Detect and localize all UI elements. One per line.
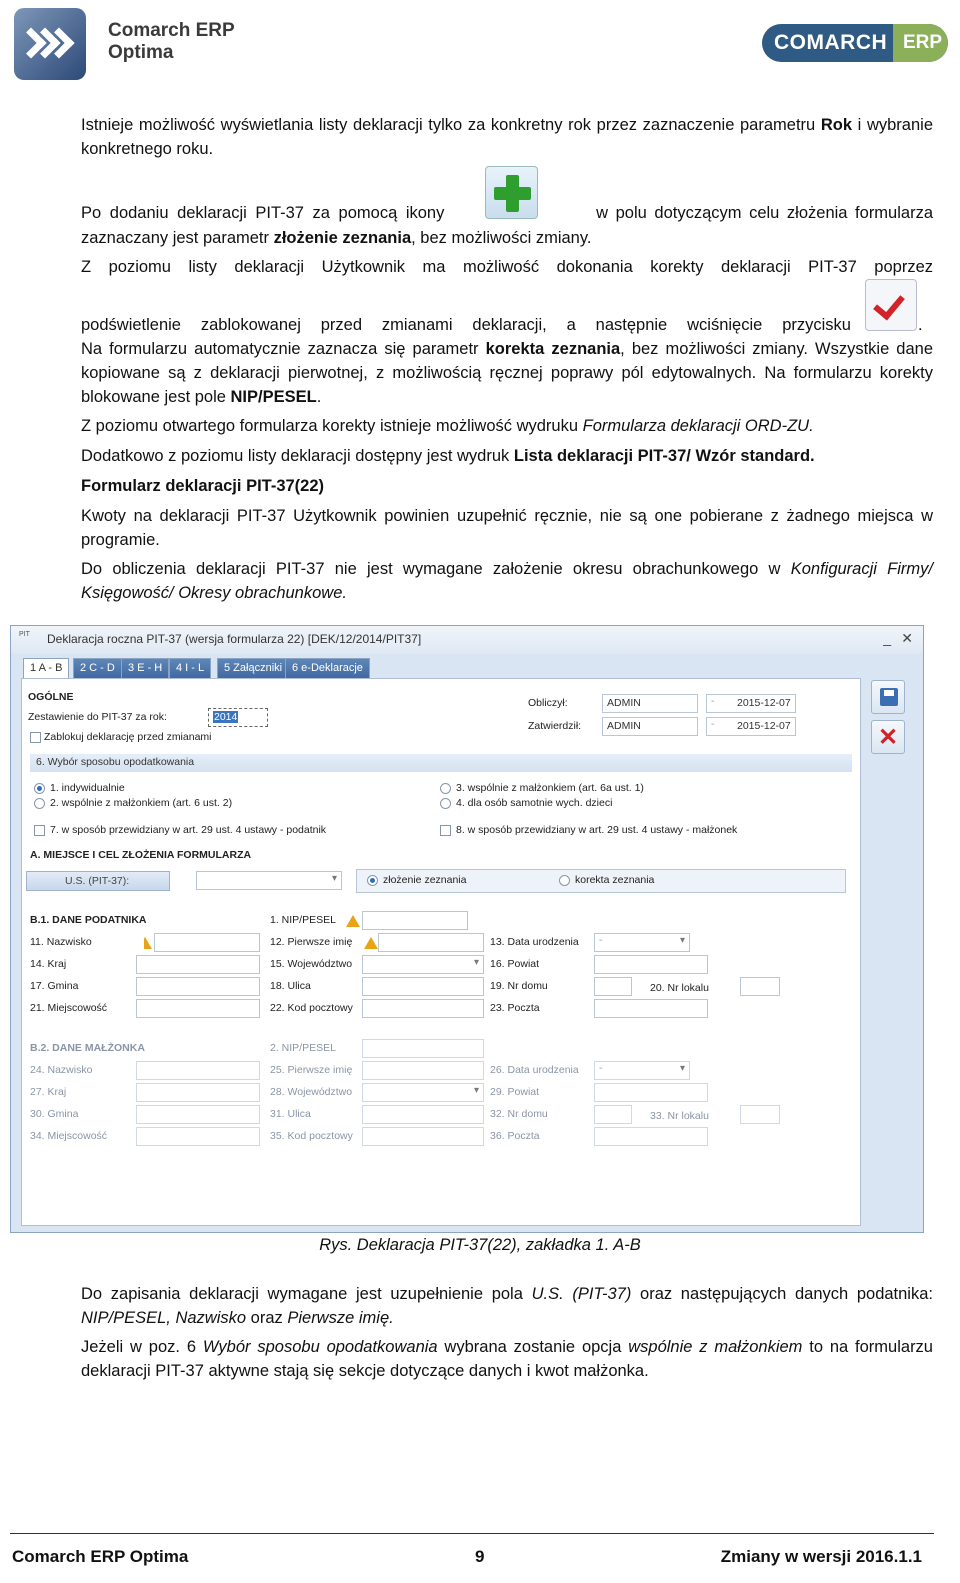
podatnik-title: B.1. DANE PODATNIKA [30, 914, 147, 926]
paragraph-manual-amounts: Kwoty na deklaracji PIT-37 Użytkownik powinien uzupełnić ręcznie, nie są one pobierane z żadnego miejsca w programie. [81, 507, 933, 549]
data-urodzenia-label: 13. Data urodzenia [490, 936, 579, 948]
paragraph-joint-taxation: Jeżeli w poz. 6 Wybór sposobu opodatkowania wybrana zostanie opcja wspólnie z małżonkiem to na formularzu deklaracji PIT-37 aktywne stają się sekcje dotyczące danych i kwot małżonka. [81, 1338, 933, 1380]
warning-icon [364, 937, 378, 949]
figure-caption: Rys. Deklaracja PIT-37(22), zakładka 1. A-B [319, 1236, 641, 1254]
opt2-radio[interactable] [34, 798, 45, 809]
m-data-urodzenia-field[interactable] [594, 1061, 690, 1080]
tab-panel-1-a-b [21, 678, 861, 1226]
malzonek-title: B.2. DANE MAŁŻONKA [30, 1042, 145, 1054]
opt8-label: 8. w sposób przewidziany w art. 29 ust. 4 ustawy - małżonek [456, 824, 738, 836]
nip-pesel-field[interactable] [362, 911, 468, 930]
gmina-label: 17. Gmina [30, 980, 79, 992]
ogolne-title: OGÓLNE [28, 691, 74, 703]
pit37-window [10, 625, 924, 1233]
m-ulica-label: 31. Ulica [270, 1108, 311, 1120]
m-powiat-label: 29. Powiat [490, 1086, 540, 1098]
miejscowosc-label: 21. Miejscowość [30, 1002, 108, 1014]
poczta-field[interactable] [594, 999, 708, 1018]
pierwsze-imie-field[interactable] [378, 933, 484, 952]
m-pierwsze-imie-field[interactable] [362, 1061, 484, 1080]
paragraph-correction-line2: podświetlenie zablokowanej przed zmianami deklaracji, a następnie wciśnięcie przycisku [81, 316, 851, 334]
m-kod-pocztowy-field[interactable] [362, 1127, 484, 1146]
nazwisko-field[interactable] [154, 933, 260, 952]
kraj-label: 14. Kraj [30, 958, 67, 970]
m-kraj-field[interactable] [136, 1083, 260, 1102]
m-gmina-label: 30. Gmina [30, 1108, 79, 1120]
opt4-radio[interactable] [440, 798, 451, 809]
nr-lokalu-label: 20. Nr lokalu [650, 982, 709, 994]
footer-page-number: 9 [475, 1547, 485, 1566]
m-kod-pocztowy-label: 35. Kod pocztowy [270, 1130, 353, 1142]
korekta-label: korekta zeznania [575, 874, 655, 886]
footer-version: Zmiany w wersji 2016.1.1 [720, 1547, 922, 1566]
paragraph-ord-zu: Z poziomu otwartego formularza korekty istnieje możliwość wydruku Formularza deklaracji ORD-ZU. [81, 417, 814, 435]
opt3-radio[interactable] [440, 783, 451, 794]
m-nip-pesel-label: 2. NIP/PESEL [270, 1042, 336, 1054]
add-plus-icon [485, 166, 538, 219]
powiat-label: 16. Powiat [490, 958, 540, 970]
m-ulica-field[interactable] [362, 1105, 484, 1124]
miejscowosc-field[interactable] [136, 999, 260, 1018]
tab-1-a-b[interactable]: 1 A - B [23, 658, 69, 678]
wojewodztwo-select[interactable] [362, 955, 484, 974]
m-gmina-field[interactable] [136, 1105, 260, 1124]
close-icon: ✕ [878, 724, 899, 751]
save-icon [880, 688, 898, 706]
us-pit37-select[interactable] [196, 871, 342, 890]
m-miejscowosc-field[interactable] [136, 1127, 260, 1146]
brand-title: Comarch ERP Optima [108, 20, 235, 63]
pierwsze-imie-label: 12. Pierwsze imię [270, 936, 353, 948]
m-nr-lokalu-label: 33. Nr lokalu [650, 1110, 709, 1122]
opt1-label: 1. indywidualnie [50, 782, 125, 794]
opt4-label: 4. dla osób samotnie wych. dzieci [456, 797, 613, 809]
window-title-bar [11, 626, 923, 654]
zlozenie-label: złożenie zeznania [383, 874, 467, 886]
paragraph-required-fields: Do zapisania deklaracji wymagane jest uzupełnienie pola U.S. (PIT-37) oraz następujących danych podatnika: NIP/PESEL, Nazwisko oraz Pierwsze imię. [81, 1285, 933, 1327]
nr-domu-field[interactable] [594, 977, 632, 996]
paragraph-correction-cont: Na formularzu automatycznie zaznacza się parametr korekta zeznania, bez możliwości zmiany. Wszystkie dane kopiowane są z deklaracji pierwotnej, z możliwością ręcznej poprawy pól edytowalnych. Na formularzu korekty blokowane jest pole NIP/PESEL. [81, 340, 934, 406]
poczta-label: 23. Poczta [490, 1002, 540, 1014]
opt2-label: 2. wspólnie z małżonkiem (art. 6 ust. 2) [50, 797, 233, 809]
zablokuj-checkbox[interactable] [30, 732, 41, 743]
opt7-checkbox[interactable] [34, 825, 45, 836]
miejsce-title: A. MIEJSCE I CEL ZŁOŻENIA FORMULARZA [30, 849, 252, 861]
m-nr-domu-label: 32. Nr domu [490, 1108, 548, 1120]
zlozenie-radio[interactable] [367, 875, 378, 886]
nip-pesel-label: 1. NIP/PESEL [270, 914, 336, 926]
ulica-label: 18. Ulica [270, 980, 311, 992]
m-nr-domu-field[interactable] [594, 1105, 632, 1124]
kod-pocztowy-label: 22. Kod pocztowy [270, 1002, 353, 1014]
cel-zlozenia-group [356, 869, 846, 893]
warning-icon [346, 915, 360, 927]
period: . [918, 316, 923, 334]
zatwierdzil-user-field[interactable]: ADMIN [602, 717, 698, 736]
obliczyl-date-field[interactable]: - 2015-12-07 [706, 694, 796, 713]
m-nazwisko-field[interactable] [136, 1061, 260, 1080]
m-poczta-label: 36. Poczta [490, 1130, 540, 1142]
wojewodztwo-label: 15. Województwo [270, 958, 353, 970]
obliczyl-user-field[interactable]: ADMIN [602, 694, 698, 713]
opt7-label: 7. w sposób przewidziany w art. 29 ust. 4 ustawy - podatnik [50, 824, 327, 836]
app-icon: PIT [19, 631, 30, 638]
close-window-button[interactable]: ✕ [901, 630, 913, 646]
m-wojewodztwo-label: 28. Województwo [270, 1086, 353, 1098]
save-button[interactable] [871, 680, 905, 714]
data-urodzenia-field[interactable] [594, 933, 690, 952]
comarch-logo: COMARCH ERP [762, 24, 948, 62]
powiat-field[interactable] [594, 955, 708, 974]
wybor-section-header: 6. Wybór sposobu opodatkowania [30, 754, 852, 772]
tab-6-e-deklaracje[interactable]: 6 e-Deklaracje [285, 658, 370, 678]
nr-lokalu-field[interactable] [740, 977, 780, 996]
m-powiat-field[interactable] [594, 1083, 708, 1102]
section-heading: Formularz deklaracji PIT-37(22) [81, 477, 325, 495]
m-pierwsze-imie-label: 25. Pierwsze imię [270, 1064, 353, 1076]
m-nip-pesel-field[interactable] [362, 1039, 484, 1058]
m-poczta-field[interactable] [594, 1127, 708, 1146]
footer-divider [10, 1533, 934, 1534]
ulica-field[interactable] [362, 977, 484, 996]
obliczyl-label: Obliczył: [528, 697, 568, 709]
nazwisko-label: 11. Nazwisko [30, 936, 92, 948]
gmina-field[interactable] [136, 977, 260, 996]
footer-product: Comarch ERP Optima [12, 1547, 189, 1566]
paragraph-correction-line1: Z poziomu listy deklaracji Użytkownik ma możliwość dokonania korekty deklaracji PIT-37 poprzez [81, 258, 933, 276]
window-title: Deklaracja roczna PIT-37 (wersja formularza 22) [DEK/12/2014/PIT37] [47, 632, 422, 646]
zatwierdzil-date-field[interactable]: - 2015-12-07 [706, 717, 796, 736]
opt8-checkbox[interactable] [440, 825, 451, 836]
zestawienie-label: Zestawienie do PIT-37 za rok: [28, 711, 167, 723]
kraj-field[interactable] [136, 955, 260, 974]
paragraph-period-config: Do obliczenia deklaracji PIT-37 nie jest wymagane założenie okresu obrachunkowego w Konfiguracji Firmy/ Księgowość/ Okresy obrachunkowe. [81, 560, 933, 602]
opt3-label: 3. wspólnie z małżonkiem (art. 6a ust. 1) [456, 782, 644, 794]
kod-pocztowy-field[interactable] [362, 999, 484, 1018]
paragraph-print-list: Dodatkowo z poziomu listy deklaracji dostępny jest wydruk Lista deklaracji PIT-37/ Wzór standard. [81, 447, 815, 465]
m-nazwisko-label: 24. Nazwisko [30, 1064, 93, 1076]
year-spinner[interactable]: 2014 [208, 708, 268, 727]
m-nr-lokalu-field[interactable] [740, 1105, 780, 1124]
m-kraj-label: 27. Kraj [30, 1086, 67, 1098]
spacer [136, 933, 144, 952]
paragraph-add-declaration-cont: zaznaczany jest parametr złożenie zeznania, bez możliwości zmiany. [81, 229, 592, 247]
m-data-urodzenia-label: 26. Data urodzenia [490, 1064, 579, 1076]
cancel-button[interactable] [871, 720, 905, 754]
minimize-button[interactable]: _ [883, 630, 891, 646]
us-pit37-button[interactable]: U.S. (PIT-37): [26, 871, 170, 891]
m-miejscowosc-label: 34. Miejscowość [30, 1130, 108, 1142]
opt1-radio[interactable] [34, 783, 45, 794]
tab-2-c-d[interactable]: 2 C - D [73, 658, 122, 678]
nr-domu-label: 19. Nr domu [490, 980, 548, 992]
zatwierdzil-label: Zatwierdził: [528, 720, 582, 732]
tab-5-zalaczniki[interactable]: 5 Załączniki [217, 658, 289, 678]
correction-check-icon [865, 279, 917, 331]
paragraph-year-filter: Istnieje możliwość wyświetlania listy deklaracji tylko za konkretny rok przez zaznaczenie parametru Rok i wybranie konkretnego roku. [81, 116, 933, 158]
korekta-radio[interactable] [559, 875, 570, 886]
tab-3-e-h[interactable]: 3 E - H [121, 658, 169, 678]
comarch-erp-optima-logo [14, 8, 86, 80]
m-wojewodztwo-select[interactable] [362, 1083, 484, 1102]
zablokuj-label: Zablokuj deklarację przed zmianami [44, 731, 212, 743]
tab-4-i-l[interactable]: 4 I - L [169, 658, 211, 678]
